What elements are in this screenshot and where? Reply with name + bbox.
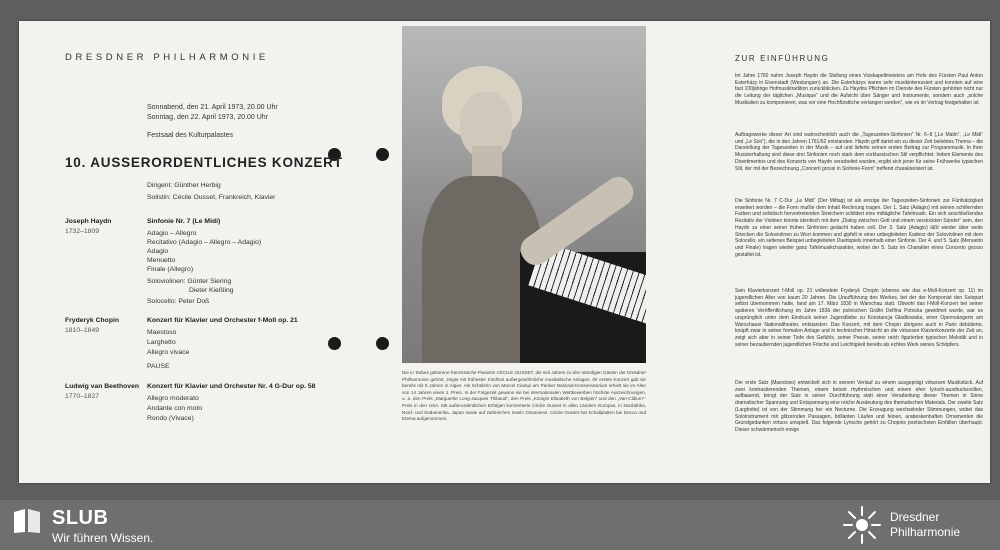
footer-bar (0, 500, 1000, 550)
sunburst-icon (842, 505, 882, 545)
punch-hole (328, 337, 341, 350)
soloist: Solistin: Cécile Ousset, Frankreich, Klavier (147, 194, 276, 201)
intro-title: ZUR EINFÜHRUNG (735, 54, 830, 63)
movement: Larghetto (147, 339, 176, 346)
intro-paragraph: Die Sinfonie Nr. 7 C-Dur „Le Midi“ (Der Mittag) ist als einzige der Tageszeiten-Sinfonien zur Fünfsätzigkeit erweitert worden – die Form mußte dem Inhalt Rechnung tragen. Der 1. Satz (Adagio) mit seinen schillernden Farben und solistisch hervortretenden Streichern schildert eine mittägliche Tafelmusik. Ein sich anschließendes Rezitativ der Violinen könnte identisch mit dem „Dialog zwischen Gott und einem verstockten Sünder“ sein, den Haydn zu einer seiner frühen Sinfonien gedacht haben soll. Der 3. Satz (Adagio) läßt wieder über weite Strecken die Soloviolinen zu Wort kommen und gipfelt in einer unbegleiteten Kadenz der Soloviolinen mit dem Solocello, ein seltenes Beispiel unbegleiteten Duettspiels innerhalb einer Sinfonie. Der 4. und 5. Satz (Menuetto und Finale) tragen wieder ganz Tafelmusikcharakter, wobei der 5. Satz im Charakter eines Concerto grosso gestaltet ist. (735, 198, 983, 258)
years-beethoven: 1770–1827 (65, 393, 100, 400)
movement: Maestoso (147, 329, 177, 336)
intro-paragraph: Sein Klavierkonzert f-Moll op. 21 vollendete Fryderyk Chopin (ebenso wie das e-Moll-Konzert op. 11) im jugendlichen Alter von kaum 20 Jahren. Die Uraufführung des Werkes, bei der der Komponist den Solopart selbst übernommen hatte, fand am 17. März 1830 in Warschau statt. Obwohl das f-Moll-Konzert bei seiner späteren Veröffentlichung im Jahre 1836 der polnischen Gräfin Delfina Potocka gewidmet wurde, war es ursprünglich unter dem Eindruck seiner Jugendliebe zu Konstancja Gładkowska, einer Opernsängerin am Warschauer Nationaltheater, entstanden. Das Konzert, mit dem Chopin übrigens auch in Paris debütierte, knüpft zwar in seiner formalen Anlage und in technischer Hinsicht an die virtuosen Klavierkonzerte der Zeit an, zeigt sich aber in seiner Tiefe des Gefühls, seiner Poesie, seiner reich figurierten typischen Melodik und in seiner bezaubernden jugendlichen Frische und Leichtigkeit bereits als echtes Werk seines Schöpfers. (735, 288, 983, 348)
conductor: Dirigent: Günther Herbig (147, 182, 221, 189)
intro-paragraph: Auftragswerke dieser Art sind wahrscheinlich auch die „Tageszeiten-Sinfonien“ Nr. 6–8 („Le Matin“, „Le Midi“ und „Le Soir“), die in den Jahren 1761/62 entstanden. Haydn griff damit ein zu dieser Zeit beliebtes Thema – die Darstellung der Tageszeiten in der Musik – auf und lieferte seinen ersten Beitrag zur Programmusik. In ihrer Musizierhaltung sind diese drei Sinfonien noch stark dem vorklassischen Stil verpflichtet. Indem Elemente des Divertimentos und des Konzerts von Haydn verarbeitet wurden, ergibt sich jener für seine Frühwerke typischen Stil, der mit der Bezeichnung „Concerti grossi in Sinfonie-Form“ treffend charakterisiert ist. (735, 132, 983, 172)
intro-paragraph: Der erste Satz (Maestoso) entwickelt sich in seinem Verlauf zu einem ausgeprägt virtuosen Musikstück. Auf zwei kontrastierenden Themen, einem betont rhythmischen und einem eher lyrisch-ausdrucksvollen, aufbauend, bringt der Satz in seiner Durchführung statt einer Verarbeitung dieser Themen in Sinne dramatischer Spannung und Entspannung eine reiche Ausdeutung des thematischen Materials. Der zweite Satz (Larghetto) ist von der Stimmung her ein Nocturne. Die Erzeugung wechselnder Stimmungen, wobei das Soloinstrument mit glitzernden Passagen, brillanten Läufen und feinen, arabeskenhaften Ornamenten die Grundgedanken virtuos umspielt. Das folgende Lyrische gehört zu Chopins poetischsten Einfällen überhaupt. Dieser schwärmerisch-innige (735, 380, 983, 433)
program-sheet (19, 21, 990, 483)
dp-name-line1: Dresdner (890, 510, 940, 524)
movement: Allegro vivace (147, 349, 190, 356)
punch-hole (376, 148, 389, 161)
concert-date-2: Sonntag, den 22. April 1973, 20.00 Uhr (147, 114, 269, 121)
movement: Menuetto (147, 257, 176, 264)
movement: Adagio – Allegro (147, 230, 197, 237)
work-chopin: Konzert für Klavier und Orchester f-Moll op. 21 (147, 317, 298, 324)
concert-venue: Festsaal des Kulturpalastes (147, 132, 233, 139)
years-chopin: 1810–1849 (65, 327, 100, 334)
movement: Rondo (Vivace) (147, 415, 194, 422)
pause-label: PAUSE (147, 363, 170, 370)
years-haydn: 1732–1809 (65, 228, 100, 235)
slub-tagline: Wir führen Wissen. (52, 531, 154, 545)
composer-beethoven: Ludwig van Beethoven (65, 383, 140, 390)
soloists-violin: Soloviolinen: Günter Siering (147, 278, 232, 285)
orchestra-title: DRESDNER PHILHARMONIE (65, 52, 269, 63)
composer-chopin: Fryderyk Chopin (65, 317, 120, 324)
movement: Finale (Allegro) (147, 266, 194, 273)
book-icon (12, 508, 42, 534)
slub-name[interactable]: SLUB (52, 507, 109, 529)
concert-date-1: Sonnabend, den 21. April 1973, 20.00 Uhr (147, 104, 278, 111)
soloist-cello: Solocello: Peter Doß (147, 298, 210, 305)
pianist-photo (402, 26, 646, 363)
movement: Andante con moto (147, 405, 203, 412)
intro-paragraph: Im Jahre 1760 nahm Joseph Haydn die Stellung eines Vizekapellmeisters am Hofe des Fürsten Paul Anton Esterházy in Eisenstadt (Westungarn) an. Die Esterházys waren sehr musikinteressiert und konnten auf eine fast 100jährige Hofmusiktradition zurückblicken. Zu Haydns Pflichten im Dienste des Fürsten gehörten nicht nur die Leitung der täglichen „Musique“ und die Aufsicht über Sänger und Instrumente, sondern auch „solche Musikalien zu komponieren, was vor eine Hochfürstliche verlangen werden“, wie es im Vertrag festgehalten ist. (735, 73, 983, 106)
composer-haydn: Joseph Haydn (65, 218, 112, 225)
movement: Recitativo (Adagio – Allegro – Adagio) (147, 239, 262, 246)
punch-hole (376, 337, 389, 350)
movement: Allegro moderato (147, 395, 199, 402)
work-haydn: Sinfonie Nr. 7 (Le Midi) (147, 218, 221, 225)
soloists-violin-2: Dieter Kießling (189, 287, 234, 294)
photo-caption: Die in Tarbes geborene französische Pianistin CÉCILE OUSSET, die seit Jahren zu den ständigen Gästen der Dresdner Philharmonie gehört, zeigte mit frühester Kindheit außergewöhnliche musikalische Anlagen. Ihr erstes Konzert gab sie bereits mit 5 Jahren in Algier. Als Schülerin von Marcel Ciampi am Pariser National-Konservatorium erhielt sie im Alter von 14 Jahren einen 1. Preis. In der Folgezeit gewann sie bei internationalen Wettbewerben höchste Auszeichnungen, u. a. den Preis „Marguerite Long-Jacques Thibaud“, den Preis „Königin Elisabeth von Belgien“ und den „Van-Cliburn“-Preis in den USA. Mit außerordentlichen Erfolgen konzertierte Cécile Ousset in allen Ländern Europas, in Nordafrika, Nord- und Südamerika, Japan sowie auf zahlreichen Inseln Ozeaniens. Cécile Ousset hat Schallplatten bei Decca und Eterna aufgenommen. (402, 370, 646, 422)
dp-name-line2: Philharmonie (890, 525, 961, 539)
work-beethoven: Konzert für Klavier und Orchester Nr. 4 G-Dur op. 58 (147, 383, 316, 390)
movement: Adagio (147, 248, 169, 255)
concert-title: 10. AUSSERORDENTLICHES KONZERT (65, 155, 343, 170)
